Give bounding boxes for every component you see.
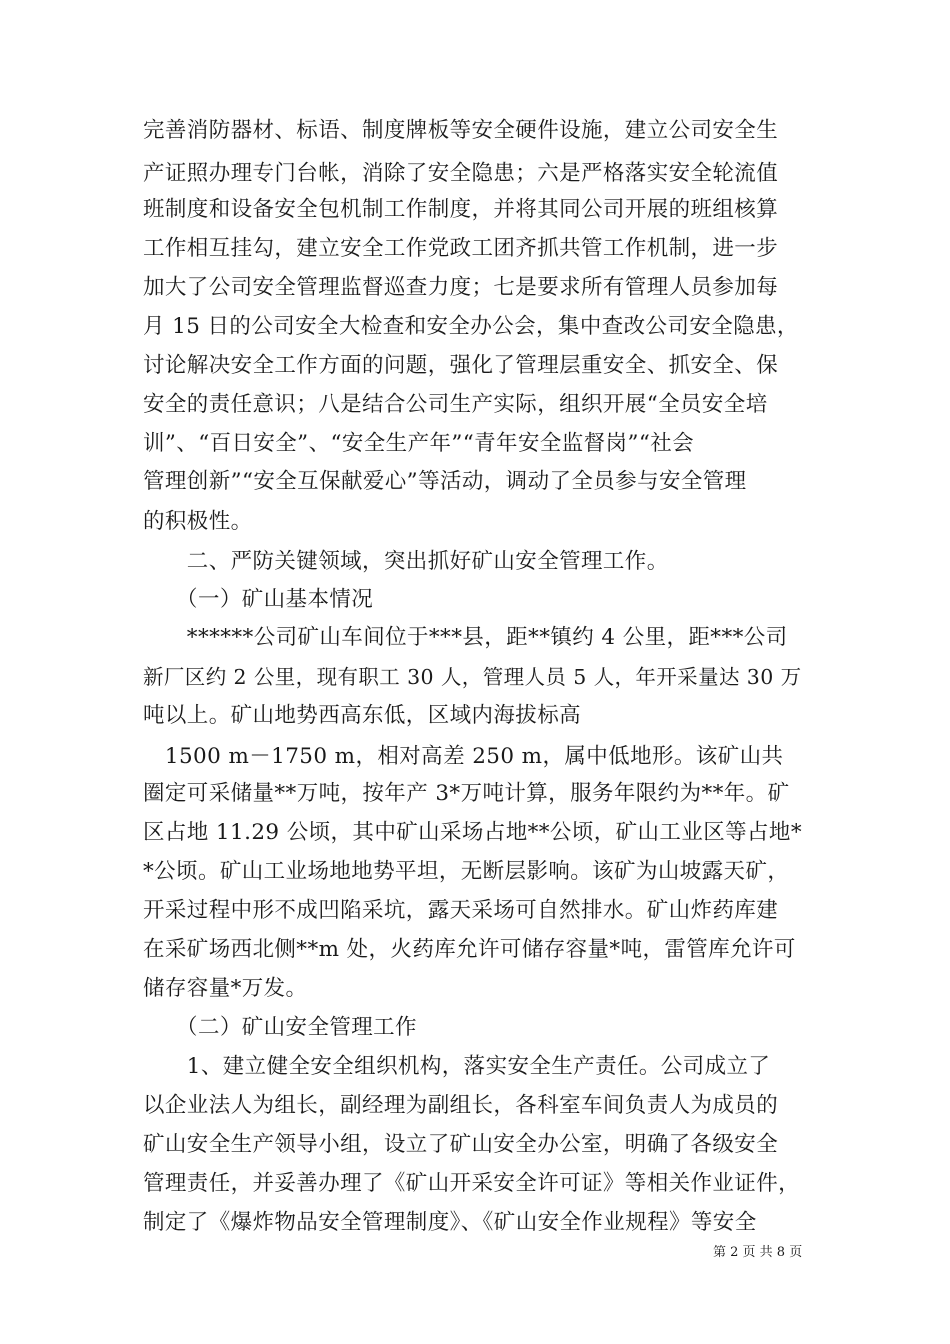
text-line: 储存容量*万发。: [143, 976, 308, 1001]
text-line: 训”、“百日安全”、“安全生产年”“青年安全监督岗”“社会: [143, 431, 695, 456]
text-line: 的积极性。: [143, 509, 253, 534]
text-line: 管理责任，并妥善办理了《矿山开采安全许可证》等相关作业证件，: [143, 1171, 801, 1196]
text-line: 月 15 日的公司安全大检查和安全办公会，集中查改公司安全隐患，: [143, 314, 799, 339]
subsection-heading: （二）矿山安全管理工作: [143, 1015, 417, 1040]
page-number-footer: 第 2 页 共 8 页: [713, 1245, 803, 1260]
text-line: 吨以上。矿山地势西高东低，区域内海拔标高: [143, 703, 582, 728]
text-line: 新厂区约 2 公里，现有职工 30 人，管理人员 5 人，年开采量达 30 万: [143, 665, 802, 689]
text-line: ******公司矿山车间位于***县，距**镇约 4 公里，距***公司: [143, 625, 788, 650]
text-line: 区占地 11.29 公顷，其中矿山采场占地**公顷，矿山工业区等占地*: [143, 820, 802, 845]
text-line: 1、建立健全安全组织机构，落实安全生产责任。公司成立了: [143, 1054, 771, 1079]
text-line: 安全的责任意识；八是结合公司生产实际，组织开展“全员安全培: [143, 392, 768, 417]
text-line: 加大了公司安全管理监督巡查力度；七是要求所有管理人员参加每: [143, 275, 779, 300]
text-line: 产证照办理专门台帐，消除了安全隐患；六是严格落实安全轮流值: [143, 161, 779, 186]
section-heading: 二、严防关键领域，突出抓好矿山安全管理工作。: [143, 549, 669, 574]
text-line: 完善消防器材、标语、制度牌板等安全硬件设施，建立公司安全生: [143, 118, 779, 143]
text-line: 开采过程中形不成凹陷采坑，露天采场可自然排水。矿山炸药库建: [143, 898, 779, 923]
text-line: 讨论解决安全工作方面的问题，强化了管理层重安全、抓安全、保: [143, 353, 779, 378]
text-line: 工作相互挂勾，建立安全工作党政工团齐抓共管工作机制，进一步: [143, 236, 779, 261]
subsection-heading: （一）矿山基本情况: [143, 587, 374, 612]
text-line: 管理创新”“安全互保献爱心”等活动，调动了全员参与安全管理: [143, 469, 747, 494]
text-line: 矿山安全生产领导小组，设立了矿山安全办公室，明确了各级安全: [143, 1132, 779, 1157]
text-line: 以企业法人为组长，副经理为副组长，各科室车间负责人为成员的: [143, 1093, 779, 1118]
text-line: 圈定可采储量**万吨，按年产 3*万吨计算，服务年限约为**年。矿: [143, 781, 790, 806]
text-line: 1500 m－1750 m，相对高差 250 m，属中低地形。该矿山共: [143, 744, 784, 769]
text-line: 班制度和设备安全包机制工作制度，并将其同公司开展的班组核算: [143, 197, 779, 222]
text-line: *公顷。矿山工业场地地势平坦，无断层影响。该矿为山坡露天矿，: [143, 859, 790, 884]
text-line: 制定了《爆炸物品安全管理制度》、《矿山安全作业规程》等安全: [143, 1210, 757, 1235]
text-line: 在采矿场西北侧**m 处，火药库允许可储存容量*吨，雷管库允许可: [143, 937, 796, 962]
